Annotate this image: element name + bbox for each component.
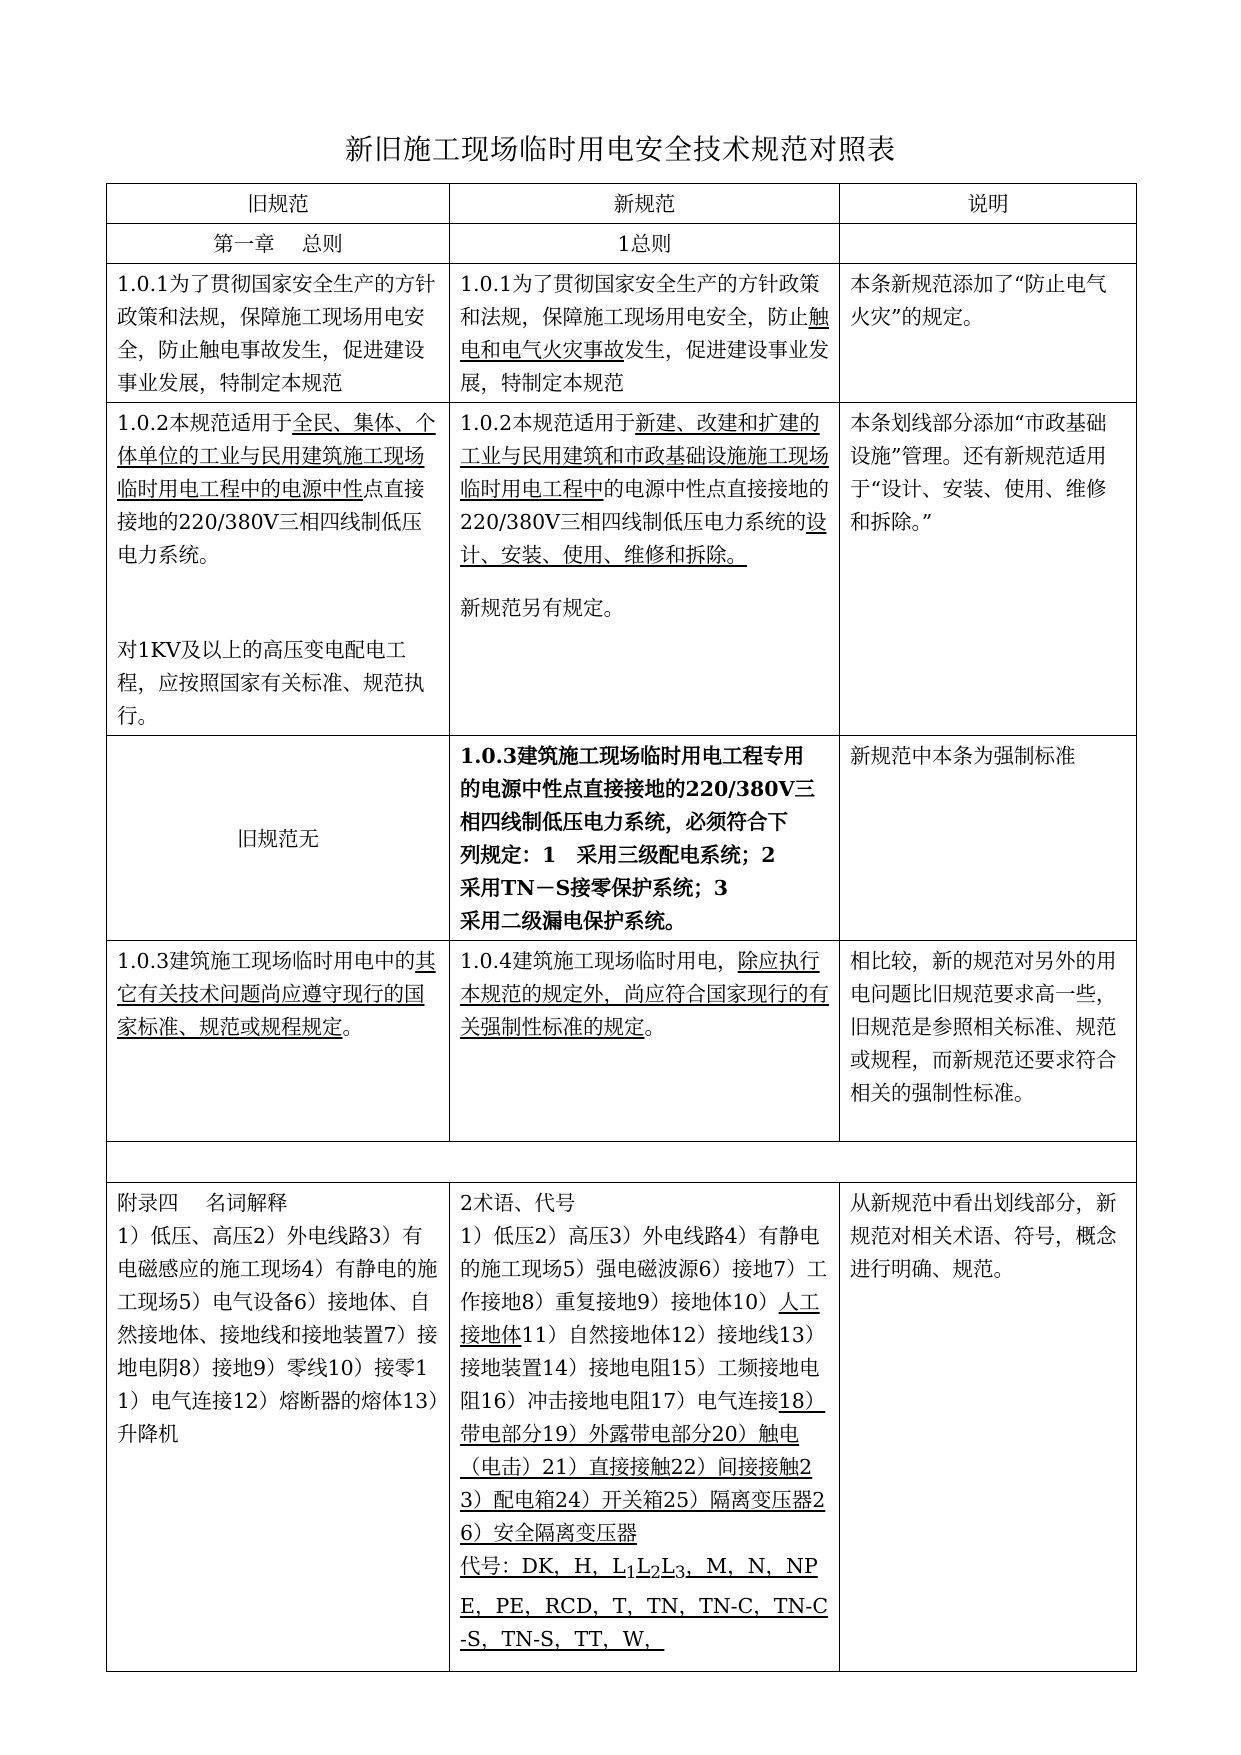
- r4-note: 相比较，新的规范对另外的用电问题比旧规范要求高一些，旧规范是参照相关标准、规范或规程，而新规范还要求符合相关的强制性标准。: [840, 941, 1137, 1142]
- underlined-text: 人工接地体: [460, 1290, 820, 1347]
- r2-old: 1.0.2本规范适用于全民、集体、个体单位的工业与民用建筑施工现场临时用电工程中的电源中性点直接接地的220/380V三相四线制低压电力系统。 对1KV及以上的高压变电配电工程，应按照国家有关标准、规范执行。: [107, 403, 450, 736]
- r3-note: 新规范中本条为强制标准: [840, 736, 1137, 941]
- r2-new: 1.0.2本规范适用于新建、改建和扩建的工业与民用建筑和市政基础设施施工现场临时用电工程中的电源中性点直接接地的220/380V三相四线制低压电力系统的设计、安装、使用、维修和拆除。 新规范另有规定。: [450, 403, 840, 736]
- header-row: [107, 184, 1137, 224]
- r2-note: 本条划线部分添加“市政基础设施”管理。还有新规范适用于“设计、安装、使用、维修和拆除。”: [840, 403, 1137, 736]
- r6-note: 从新规范中看出划线部分，新规范对相关术语、符号，概念进行明确、规范。: [840, 1183, 1137, 1672]
- table-row: [107, 403, 1137, 736]
- header-old: 旧规范: [107, 184, 450, 224]
- r1-old: 1.0.1为了贯彻国家安全生产的方针政策和法规，保障施工现场用电安全，防止触电事故发生，促进建设事业发展，特制定本规范: [107, 264, 450, 403]
- r6-new: 2术语、代号 1）低压2）高压3）外电线路4）有静电的施工现场5）强电磁波源6）接地7）工作接地8）重复接地9）接地体10）人工接地体11）自然接地体12）接地线13）接地装置14）接地电阻15）工频接地电阻16）冲击接地电阻17）电气连接18）带电部分19）外露带电部分20）触电（电击）21）直接接触22）间接接触23）配电箱24）开关箱25）隔离变压器26）安全隔离变压器 代号：DK，H，$L_1L_2L_3$，M，N，NPE，PE，RCD，T，TN，TN-C，TN-C-S，TN-S，TT，W，: [450, 1183, 840, 1672]
- underlined-text: 18）带电部分19）外露带电部分20）触电（电击）21）直接接触22）间接接触23）配电箱24）开关箱25）隔离变压器26）安全隔离变压器: [460, 1389, 826, 1545]
- header-new: 新规范: [450, 184, 840, 224]
- table-row: [107, 736, 1137, 941]
- r3-old: 旧规范无: [107, 736, 450, 941]
- r4-new: 1.0.4建筑施工现场临时用电，除应执行本规范的规定外，尚应符合国家现行的有关强制性标准的规定。: [450, 941, 840, 1142]
- chapter-old: 第一章 总则: [107, 224, 450, 264]
- underlined-text: 除应执行本规范的规定外，尚应符合国家现行的有关强制性标准的规定: [460, 949, 829, 1039]
- chapter-new: 1总则: [450, 224, 840, 264]
- table-row: [107, 1183, 1137, 1672]
- table-row: [107, 941, 1137, 1142]
- header-note: 说明: [840, 184, 1137, 224]
- underlined-text: 全民、集体、个体单位的工业与民用建筑施工现场临时用电工程中的电源中性: [117, 411, 436, 501]
- table-row: [107, 264, 1137, 403]
- chapter-row: [107, 224, 1137, 264]
- underlined-text: 新建、改建和扩建的工业与民用建筑和市政基础设施施工现场临时用电工程中: [460, 411, 829, 501]
- r3-new: 1.0.3建筑施工现场临时用电工程专用 的电源中性点直接接地的220/380V三 相四线制低压电力系统，必须符合下 列规定：1 采用三级配电系统；2 采用TN－S接零保护系统；3 采用二级漏电保护系统。: [450, 736, 840, 941]
- chapter-note: [840, 224, 1137, 264]
- page-title: 新旧施工现场临时用电安全技术规范对照表: [344, 133, 896, 166]
- r1-note: 本条新规范添加了“防止电气火灾”的规定。: [840, 264, 1137, 403]
- code-list: 代号：DK，H，$L_1L_2L_3$，M，N，NPE，PE，RCD，T，TN，TN-C，TN-C-S，TN-S，TT，W，: [460, 1554, 829, 1652]
- underlined-text: 设计、安装、使用、维修和拆除。: [460, 510, 827, 567]
- underlined-text: 触电和电气火灾事故: [460, 305, 829, 362]
- r4-old: 1.0.3建筑施工现场临时用电中的其它有关技术问题尚应遵守现行的国家标准、规范或规程规定。: [107, 941, 450, 1142]
- comparison-table: [106, 183, 1137, 1672]
- blank-row: [107, 1142, 1137, 1183]
- r6-old: 附录四 名词解释 1）低压、高压2）外电线路3）有电磁感应的施工现场4）有静电的施工现场5）电气设备6）接地体、自然接地体、接地线和接地装置7）接地电阴8）接地9）零线10）接零11）电气连接12）熔断器的熔体13）升降机: [107, 1183, 450, 1672]
- underlined-text: 其它有关技术问题尚应遵守现行的国家标准、规范或规程规定: [117, 949, 436, 1039]
- blank-cell: [107, 1142, 1137, 1183]
- r1-new: 1.0.1为了贯彻国家安全生产的方针政策和法规，保障施工现场用电安全，防止触电和电气火灾事故发生，促进建设事业发展，特制定本规范: [450, 264, 840, 403]
